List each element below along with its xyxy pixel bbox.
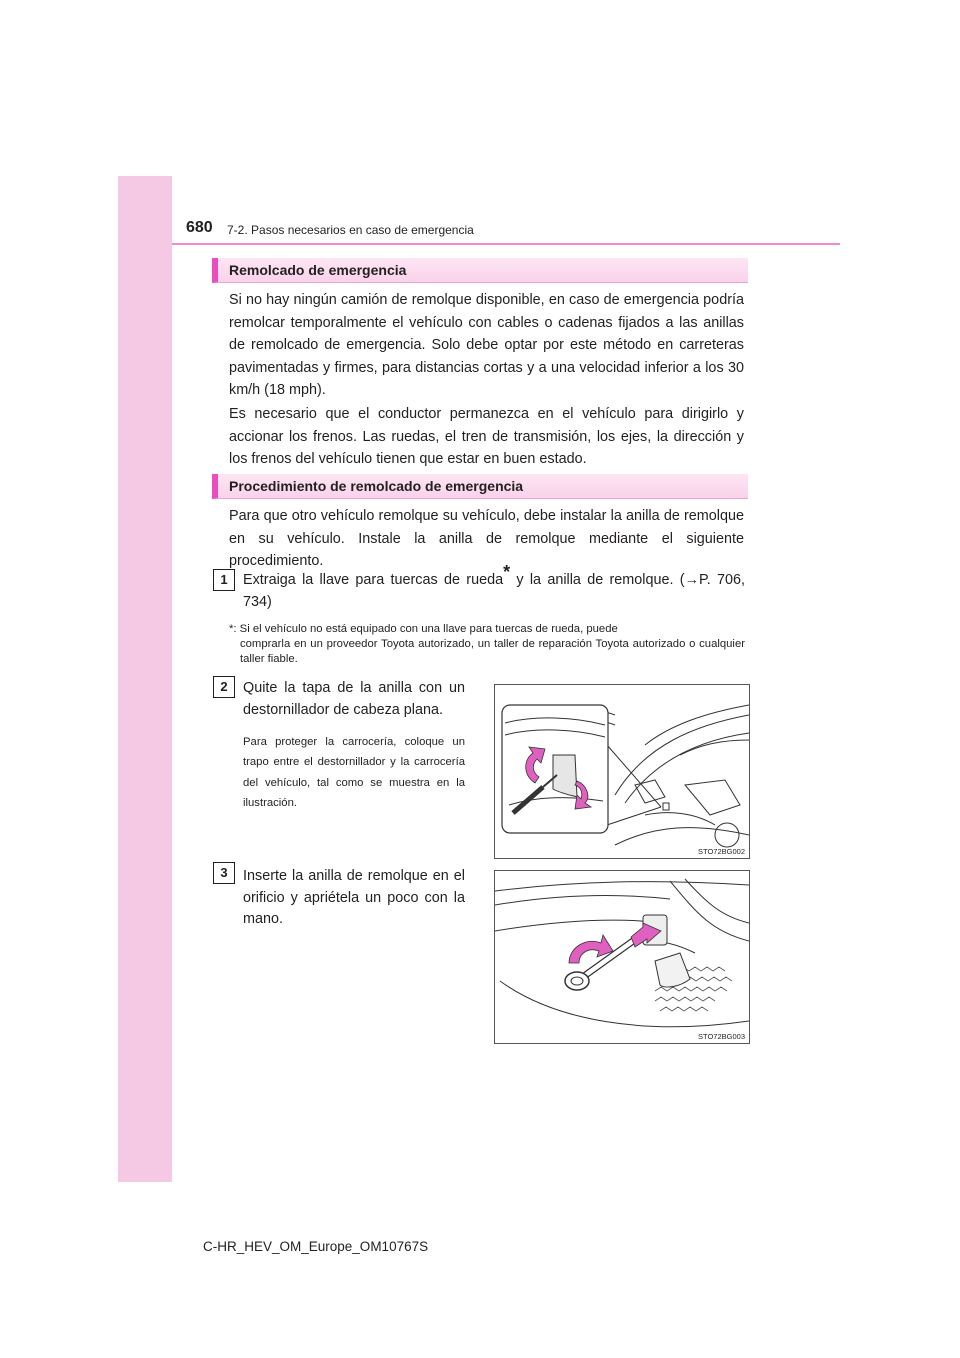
section-title-emergency-towing: Remolcado de emergencia [212, 258, 748, 283]
paragraph-driver-requirement: Es necesario que el conductor permanezca en el vehículo para dirigirlo y accionar los frenos. Las ruedas, el tren de transmisión, los ejes, la dirección y los frenos del vehículo tienen que estar en buen estado. [229, 406, 744, 467]
step-number-3: 3 [213, 862, 235, 884]
chapter-title: 7-2. Pasos necesarios en caso de emergencia [227, 223, 474, 237]
step-1-text: Extraiga la llave para tuercas de rueda* y la anilla de remolque. (→P. 706, 734) [243, 562, 745, 610]
step-3-text: Inserte la anilla de remolque en el orificio y apriétela un poco con la mano. [243, 868, 465, 927]
chapter-sidebar-tab [118, 176, 172, 1182]
figure-install-towing-eyelet [494, 870, 750, 1044]
towing-eyelet-illustration [495, 871, 749, 1043]
document-id: C-HR_HEV_OM_Europe_OM10767S [203, 1239, 429, 1254]
header-divider [172, 243, 840, 245]
step-2-text: Quite la tapa de la anilla con un destornillador de cabeza plana. [243, 680, 465, 718]
footnote: *: Si el vehículo no está equipado con una llave para tuercas de rueda, puede comprarla en un proveedor Toyota autorizado, un taller de reparación Toyota autorizado o cualquier taller fiable. [229, 623, 745, 665]
page-number: 680 [186, 219, 213, 236]
paragraph-procedure-intro: Para que otro vehículo remolque su vehículo, debe instalar la anilla de remolque en su vehículo. Instale la anilla de remolque mediante el siguiente procedimiento. [229, 508, 744, 569]
step-number-2: 2 [213, 676, 235, 698]
reference-arrow-icon: → [684, 572, 699, 588]
step-number-1: 1 [213, 569, 235, 591]
car-front-illustration [495, 685, 749, 858]
figure-code: STO72BG002 [698, 847, 745, 856]
step-2-note: Para proteger la carrocería, coloque un trapo entre el destornillador y la carrocería del vehículo, tal como se muestra en la ilustración. [243, 736, 465, 809]
figure-code: STO72BG003 [698, 1032, 745, 1041]
section-title-procedure: Procedimiento de remolcado de emergencia [212, 474, 748, 499]
paragraph-towing-intro: Si no hay ningún camión de remolque disponible, en caso de emergencia podría remolcar temporalmente el vehículo con cables o cadenas fijados a las anillas de remolcado de emergencia. Solo debe optar por este método en carreteras pavimentadas y firmes, para distancias cortas y a una velocidad inferior a los 30 km/h (18 mph). [229, 292, 744, 398]
figure-remove-cover [494, 684, 750, 859]
